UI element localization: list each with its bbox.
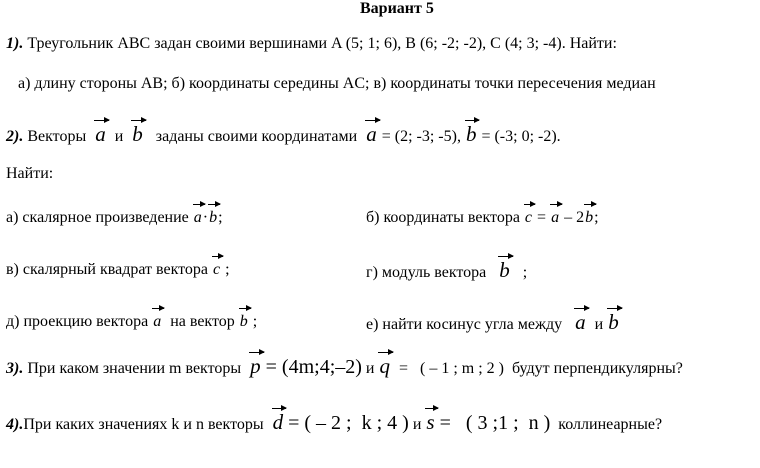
vector-a-symbol-5: a [153,313,162,330]
vector-p-coords: = (4m;4;–2) [265,356,362,378]
item-v-scalar-square [6,260,230,280]
task3-question: будут перпендикулярны? [512,360,683,377]
task3-line [6,356,683,379]
item-v-end: ; [225,261,230,278]
dot-operator: · [202,209,209,226]
item-d-mid: на вектор [170,313,235,330]
item-a-label: а) скалярное произведение [6,209,189,226]
task2-text-vectors: Векторы [27,128,87,145]
item-b-label: б) координаты вектора [366,209,520,226]
task2-text-given: заданы своими координатами [155,128,358,145]
task2-number: 2). [6,128,24,145]
task2-line [6,124,561,147]
vector-b-symbol: b [132,122,143,146]
item-g-end: ; [522,264,528,281]
vector-c-symbol: c [524,209,533,226]
vector-q-symbol: q [379,354,390,378]
vector-q-coords: = ( – 1 ; m ; 2 ) [398,360,504,377]
vector-b-symbol-6: b [239,313,248,330]
task3-number: 3). [6,360,24,377]
vector-a-symbol-6: a [575,310,586,334]
task4-text: При каких значениях k и n векторы [23,416,264,433]
vector-b-symbol-2: b [465,122,477,146]
vector-d-symbol: d [272,410,284,434]
task2-find: Найти: [6,165,54,182]
vector-c-symbol-2: c [213,261,221,278]
item-d-end: ; [252,313,258,330]
item-a-end: ; [218,209,223,226]
variant-title: Вариант 5 [360,0,434,17]
vector-a-symbol-3: a [193,209,202,226]
vector-d-coords: = ( – 2 ; k ; 4 ) [288,412,409,434]
task1-number: 1). [6,35,24,52]
item-e-cosine-angle [366,312,620,335]
item-v-label: в) скалярный квадрат вектора [6,261,209,278]
task1-line [6,34,617,54]
vector-s-coords: = ( 3 ;1 ; n ) [439,412,551,434]
vector-b-symbol-4: b [585,209,594,226]
task1-text: Треугольник ABC задан своими вершинами A (5; 1; 6), B (6; -2; -2), C (4; 3; -4). Найти: [27,35,617,52]
item-g-vector-modulus [366,260,527,283]
vector-a-symbol: a [95,122,106,146]
task1-subitems: а) длину стороны AB; б) координаты середины AC; в) координаты точки пересечения медиан [18,75,656,92]
task4-question: коллинеарные? [558,416,663,433]
vector-b-symbol-3: b [209,209,218,226]
item-b-end: ; [594,209,599,226]
equals-sign: = [537,209,547,226]
task3-text: При каком значении m векторы [27,360,242,377]
task4-and: и [412,416,422,433]
item-d-projection [6,312,257,332]
item-g-label: г) модуль вектора [366,264,487,281]
task4-line [6,412,662,435]
vector-b-coords: = (-3; 0; -2). [481,128,561,145]
vector-a-coords: = (2; -3; -5), [381,128,461,145]
item-a-scalar-product [6,208,223,228]
minus-two: – 2 [564,209,585,226]
vector-p-symbol: p [250,354,261,378]
vector-a-symbol-2: a [366,122,377,146]
task2-and: и [114,128,124,145]
item-d-label: д) проекцию вектора [6,313,149,330]
task4-number: 4). [6,416,24,433]
item-e-and: и [594,316,604,333]
item-e-label: е) найти косинус угла между [366,316,563,333]
vector-s-symbol: s [426,410,435,434]
vector-b-symbol-7: b [608,310,619,334]
vector-b-symbol-5: b [499,258,510,282]
item-b-vector-c-coords [366,208,599,228]
vector-a-symbol-4: a [551,209,560,226]
task3-and: и [365,360,375,377]
